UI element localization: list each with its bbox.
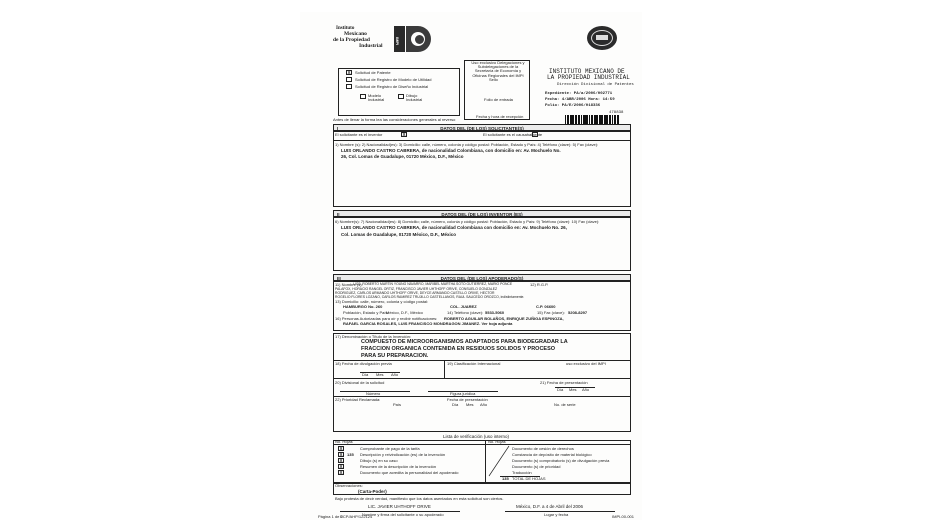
authorized-persons-label: 16) Personas Autorizadas para oír y recibir notificaciones: (335, 316, 438, 321)
right-sheets-header: No. Hojas (488, 439, 506, 444)
invention-title-label: 17) Denominación o Título de la Invención: (335, 334, 411, 339)
applicant-value-line1: LUIS ORLANDO CASTRO CABRERA, de nacionalidad Colombiana, con domicilio en: Av. Mochuelo No. (341, 148, 561, 153)
industrial-drawing-checkbox[interactable] (398, 94, 404, 99)
utility-model-option-label: Solicitud de Registro de Modelo de Utilidad (355, 77, 432, 82)
declaration-text: Bajo protesta de decir verdad, manifiesto que los datos asentados en esta solicitud son ciertos. (335, 496, 504, 501)
industrial-design-checkbox[interactable] (346, 84, 352, 89)
checklist-description-label: Descripción y reivindicación (es) de la invención (360, 452, 446, 457)
form-code: IMPI-00-001 (612, 514, 635, 519)
imp-logo-icon: IMPI (394, 26, 405, 52)
checklist-disclosure-label: Documento (s) comprobatorio (s) de divulgación previa (512, 458, 610, 463)
country-label: País (393, 402, 402, 407)
invention-title-line2: FRACCION ORGANICA CONTENIDA EN RESIDUOS SOLIDOS Y PROCESO (361, 346, 556, 352)
checklist-strike-icon (488, 445, 510, 477)
authorized-persons-line2: RAFAEL GARCIA ROSALES, LUIS FRANCISCO MONDRAGON JIMANEZ. Ver hoja adjunta (343, 321, 513, 326)
checklist-translation-label: Traducción (512, 470, 532, 475)
attorney-cp: C.P. 06600 (536, 304, 556, 309)
stamp-fecha: Fecha: 4/ABR/2006 Hora: 14:59 (545, 98, 615, 102)
priority-filing-date-label: Fecha de presentación (447, 397, 488, 402)
priority-year-label: Año (480, 402, 488, 407)
checklist-drawings-mark[interactable]: X (339, 458, 343, 463)
legal-figure-label: Figura jurídica (450, 391, 476, 396)
stamp-code: 478838 (609, 111, 624, 115)
presentation-month-label: Mes (569, 387, 577, 392)
institute-name-line1: Instituto (336, 26, 355, 31)
divisional-label: 20) Divisional de la solicitud (335, 380, 385, 385)
rgp-label: 12) R.G.P. (530, 282, 549, 287)
place-and-date: México, D.F. a 4 de Abril del 2006 (516, 504, 584, 509)
checklist-biological-label: Constancia de depósito de material biológico (512, 452, 592, 457)
attorney-fax-label: 15) Fax (clave): (537, 310, 565, 315)
checklist-fee-label: Comprobante de pago de la tarifa (360, 446, 420, 451)
checklist-abstract-label: Resumen de la descripción de la invención (360, 464, 437, 469)
section-inventor-header: II DATOS DEL (DE LOS) INVENTOR (ES) (333, 210, 631, 217)
checklist-description-mark[interactable]: X (339, 452, 343, 457)
observations-label: Observaciones: (335, 483, 363, 488)
folio-label: Folio de entrada (484, 97, 513, 102)
intl-classification-label: 19) Clasificación Internacional (447, 361, 501, 366)
patent-option-label: Solicitud de Patente (355, 70, 391, 75)
attorney-street: HAMBURGO No. 260 (343, 304, 383, 309)
place-caption: Lugar y fecha (544, 512, 569, 517)
attorney-fax-value: 5208-8297 (568, 310, 588, 315)
attorney-names-line1: LICS. ROBERTO MARTIN YOUNG NAVARRO, MARIBEL MARTHA SOTO GUTIERREZ, MARIO PONCE (353, 282, 513, 286)
checklist-drawings-label: Dibujo (s) en su caso (360, 458, 398, 463)
patent-application-form (300, 12, 642, 520)
industrial-design-option-label: Solicitud de Registro de Diseño Industrial (355, 84, 429, 89)
presentation-date-label: 21) Fecha de presentación (540, 380, 588, 385)
checklist-power-label: Documento que acredita la personalidad del apoderado (360, 470, 459, 475)
checklist-power-mark[interactable]: X (339, 470, 343, 475)
stamp-line1: INSTITUTO MEXICANO DE (549, 68, 625, 75)
attorney-phone-label: 14) Teléfono (clave): (447, 310, 484, 315)
inventor-value-line2: Col. Lomas de Guadalupe, 01720 México, D.F., México (341, 232, 457, 237)
year-label: Año (391, 372, 399, 377)
causahabiente-question: El solicitante es el causahabiente (483, 132, 543, 137)
utility-model-checkbox[interactable] (346, 77, 352, 82)
seal-icon (587, 26, 617, 50)
causahabiente-checkbox[interactable] (532, 132, 538, 137)
checklist-priority-label: Documento (s) de prioridad (512, 464, 561, 469)
invention-title-line1: COMPUESTO DE MICROORGANISMOS ADAPTADOS PARA BIODEGRADAR LA (361, 339, 568, 345)
stamp-expediente: Expediente: PA/a/2006/002771 (545, 92, 613, 96)
reception-title: Uso exclusivo Delegaciones y Subdelegaciones de la Secretaría de Economía y Oficinas Regionales del IMPI (471, 60, 525, 78)
section-applicant-header: I DATOS DEL (DE LOS) SOLICITANTE(S) (333, 124, 631, 131)
authorized-persons-line1: ROBERTO AGUILAR BOLAÑOS, ENRIQUE ZUÑIGA ESPINOZA, (444, 316, 564, 321)
checklist-abstract-mark[interactable]: X (339, 464, 343, 469)
attorney-names-line3: RODRIGUEZ, CARLOS ARMANDO UHTHOFF ORIVE, DEYCE ARMANDO CASTILLO ORIVE, HECTOR (335, 291, 495, 295)
observations-value: (Carta-Poder) (358, 489, 387, 494)
attorney-colonia: COL. JUAREZ (450, 304, 477, 309)
priority-month-label: Mes (466, 402, 474, 407)
inventor-value-line1: LUIS ORLANDO CASTRO CABRERA, de nacionalidad Colombiana con domicilio en: Av. Mochuelo No. 26, (341, 225, 567, 230)
number-label: Número (366, 391, 381, 396)
stamp-folio: Folio: PA/E/2006/018336 (545, 104, 601, 108)
institute-name-line4: Industrial (359, 43, 383, 49)
industrial-drawing-label: Dibujo Industrial (406, 93, 423, 102)
checklist-title: Lista de verificación (uso interno) (443, 434, 510, 439)
attorney-names-label: 11) Nombre (s): (335, 282, 363, 287)
attorney-city-value: México, D.F., México (386, 310, 423, 315)
general-note: Antes de llenar la forma lea las consideraciones generales al reverso (333, 117, 456, 122)
inventor-checkbox[interactable]: X (402, 132, 406, 137)
stamp-line3: Dirección Divisional de Patentes (557, 83, 634, 87)
request-type-box (338, 68, 460, 116)
stamp-line2: LA PROPIEDAD INDUSTRIAL (547, 74, 630, 81)
industrial-model-checkbox[interactable] (360, 94, 366, 99)
inventor-fields-label: 6) Nombre(s): 7) Nacionalidad(es): 8) Domicilio; calle, número, colonia y código postal: Población, Estado y País: 9) Teléfono (clave): 10) Fax (clave): (335, 219, 600, 224)
section-attorney-header: III DATOS DEL (DE LOS) APODERADO(S) (333, 274, 631, 281)
month-label: Mes (376, 372, 384, 377)
institute-name-line3: de la Propiedad (333, 37, 370, 43)
left-sheets-header: No. Hojas (335, 439, 353, 444)
institute-name-line2: Mexicano (344, 31, 367, 37)
applicant-value-line2: 26, Col. Lomas de Guadalupe, 01720 México, D.F., México (341, 154, 464, 159)
reception-date-label: Fecha y hora de recepción (476, 114, 524, 119)
day-label: Día (362, 372, 369, 377)
impi-emblem-icon (406, 26, 431, 52)
signer-name: LIC. JAVIER UHTHOFF ORIVE (368, 504, 431, 509)
attorney-names-line4: ROGELIO FLORES LOZANO, CARLOS RAMIREZ TRUJILLO CASTELLANOS, RAUL SAUCEDO OROZCO, indistintamente. (335, 295, 525, 299)
attorney-domicile-label: 13) Domicilio: calle, número, colonia y código postal: (335, 299, 429, 304)
page-number: Página 1 de 2 (318, 514, 343, 519)
invention-title-line3: PARA SU PREPARACION. (361, 353, 429, 359)
serial-number-label: No. de serie (554, 402, 576, 407)
presentation-day-label: Día (557, 387, 564, 392)
attorney-names-line2: PALAFOX, HORACIO RANGEL ORTIZ, FRANCISCO JAVIER UHTHOFF ORIVE, CONSUELO GONZALEZ (335, 287, 498, 291)
reference-code: RCP/AHP/122124 (340, 514, 373, 519)
total-sheets-label: TOTAL DE HOJAS (512, 476, 546, 481)
checklist-fee-mark[interactable]: X (339, 446, 343, 451)
claimed-priority-label: 22) Prioridad Reclamada: (335, 397, 381, 402)
checklist-description-count: 135 (347, 452, 354, 457)
signer-caption: Nombre y firma del solicitante o su apoderado (362, 512, 444, 517)
impi-use-label: uso exclusivo del IMPI (566, 361, 606, 366)
presentation-year-label: Año (582, 387, 590, 392)
attorney-phone-value: 5533-5060 (485, 310, 505, 315)
prior-disclosure-label: 18) Fecha de divulgación previa (335, 361, 392, 366)
inventor-question: El solicitante es el inventor (335, 132, 383, 137)
total-sheets-count: 135 (502, 476, 509, 481)
applicant-fields-label: 1) Nombre (s): 2) Nacionalidad(es): 3) Domicilio: calle, número, colonia y código postal: Población, Estado y País: 4) Teléfono (clave): 5) Fax (clave): (335, 142, 599, 147)
industrial-model-label: Modelo Industrial (368, 93, 385, 102)
checklist-assignment-label: Documento de cesión de derechos (512, 446, 574, 451)
attorney-city-label: Población, Estado y País: (343, 310, 389, 315)
seal-label: Sello (489, 77, 498, 82)
patent-checkbox[interactable]: X (347, 70, 351, 75)
priority-day-label: Día (452, 402, 459, 407)
